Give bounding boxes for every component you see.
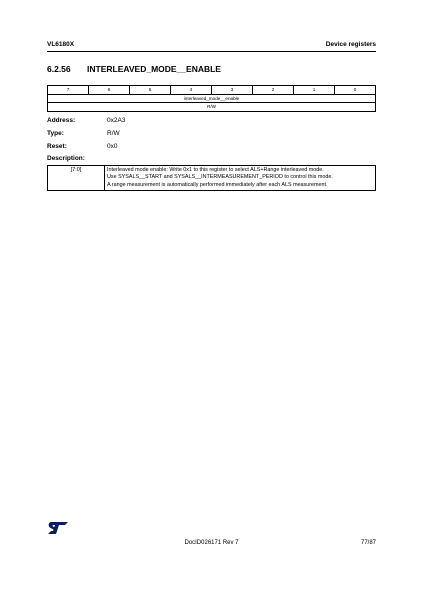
header-rule <box>47 51 376 52</box>
description-bits: [7:0] <box>48 166 105 191</box>
section-heading <box>47 64 221 74</box>
footer-page-number: 77/87 <box>360 540 376 546</box>
reset-label: Reset: <box>47 143 67 150</box>
access-cell: R/W <box>48 103 376 112</box>
description-row <box>48 166 376 191</box>
bit-number-row <box>48 86 376 95</box>
access-row <box>48 103 376 112</box>
bit-cell: 6 <box>89 86 130 95</box>
st-logo-icon <box>47 521 69 535</box>
description-title: Description: <box>47 155 85 162</box>
bit-cell: 5 <box>130 86 171 95</box>
section-number: 6.2.56 <box>47 64 71 74</box>
description-table <box>47 165 376 191</box>
section-title: INTERLEAVED_MODE__ENABLE <box>87 64 221 74</box>
type-label: Type: <box>47 130 64 137</box>
field-name-cell: interleaved_mode__enable <box>48 94 376 103</box>
address-value: 0x2A3 <box>107 117 126 124</box>
description-line: Interleaved mode enable: Write 0x1 to this register to select ALS+Range interleaved mode. <box>107 167 324 173</box>
register-bit-table <box>47 85 376 112</box>
header-product: VL6180X <box>47 41 75 48</box>
description-text <box>105 166 376 191</box>
description-line: A range measurement is automatically performed immediately after each ALS measurement. <box>107 181 328 188</box>
bit-cell: 3 <box>212 86 253 95</box>
bit-cell: 1 <box>294 86 335 95</box>
bit-cell: 7 <box>48 86 89 95</box>
type-value: R/W <box>107 130 120 137</box>
footer-doc-id: DocID026171 Rev 7 <box>184 540 239 546</box>
bit-cell: 4 <box>171 86 212 95</box>
reset-value: 0x0 <box>107 143 118 150</box>
description-line: Use SYSALS__START and SYSALS__INTERMEASUREMENT_PERIOD to control this mode. <box>107 174 333 181</box>
address-label: Address: <box>47 117 76 124</box>
bit-cell: 2 <box>253 86 294 95</box>
field-name-row <box>48 94 376 103</box>
header-section: Device registers <box>325 41 376 48</box>
bit-cell: 0 <box>335 86 376 95</box>
